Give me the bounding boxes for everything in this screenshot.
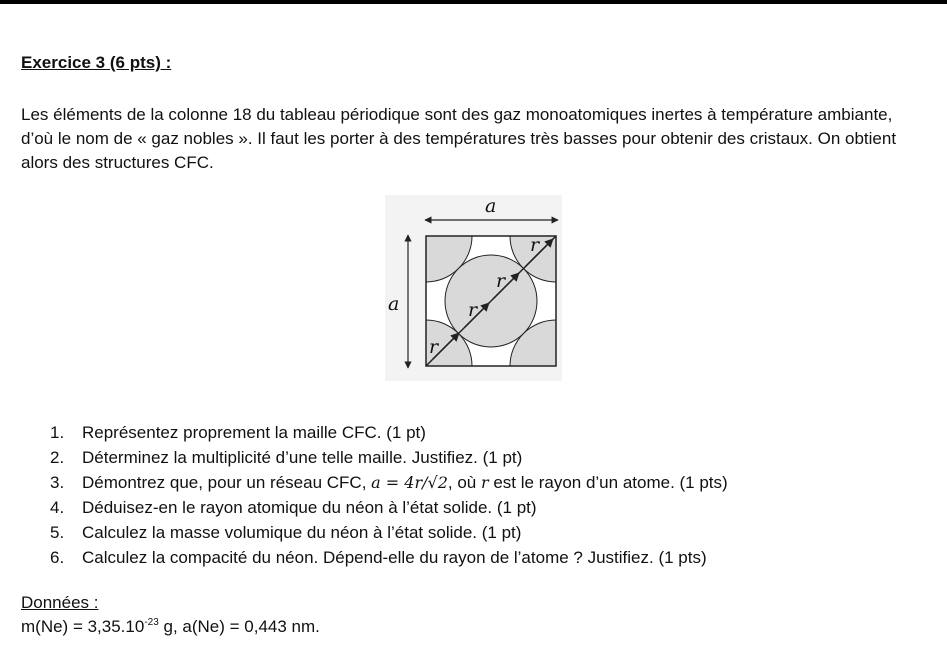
exercise-intro: Les éléments de la colonne 18 du tableau périodique sont des gaz monoatomiques inertes à température ambiante, d’où le nom de « gaz nobles ». Il faut les porter à des températures très basses pour obtenir des cristaux. On obtient alors des structures CFC. — [21, 105, 897, 172]
data-values: $m(Ne) = 3,35.10^{-23}$ g, a(Ne) = 0,443 nm. — [21, 617, 320, 636]
formula-a: a = 4r/√2 — [371, 473, 448, 492]
question-item: 3. Démontrez que, pour un réseau CFC, a = 4r/√2, où r est le rayon d’un atome. (1 pts) — [50, 473, 728, 492]
label-r-3: r — [496, 270, 506, 292]
question-item: 4. Déduisez-en le rayon atomique du néon à l’état solide. (1 pt) — [50, 498, 537, 517]
question-item: 2. Déterminez la multiplicité d’une telle maille. Justifiez. (1 pt) — [50, 448, 523, 467]
data-title: Données : — [21, 593, 99, 612]
exercise-title: Exercice 3 (6 pts) : — [21, 53, 172, 72]
question-item: 6. Calculez la compacité du néon. Dépend-elle du rayon de l’atome ? Justifiez. (1 pts) — [50, 548, 707, 567]
label-a-top: a — [485, 195, 497, 217]
question-item: 5. Calculez la masse volumique du néon à l’état solide. (1 pt) — [50, 523, 522, 542]
top-border — [0, 0, 947, 4]
cfc-face-diagram — [385, 195, 562, 381]
label-r-1: r — [429, 336, 439, 358]
label-r-2: r — [468, 299, 478, 321]
question-item: 1. Représentez proprement la maille CFC. (1 pt) — [50, 423, 426, 442]
variable-r: r — [480, 473, 489, 492]
label-a-left: a — [388, 293, 400, 315]
question-list — [50, 420, 728, 570]
label-r-4: r — [530, 234, 540, 256]
